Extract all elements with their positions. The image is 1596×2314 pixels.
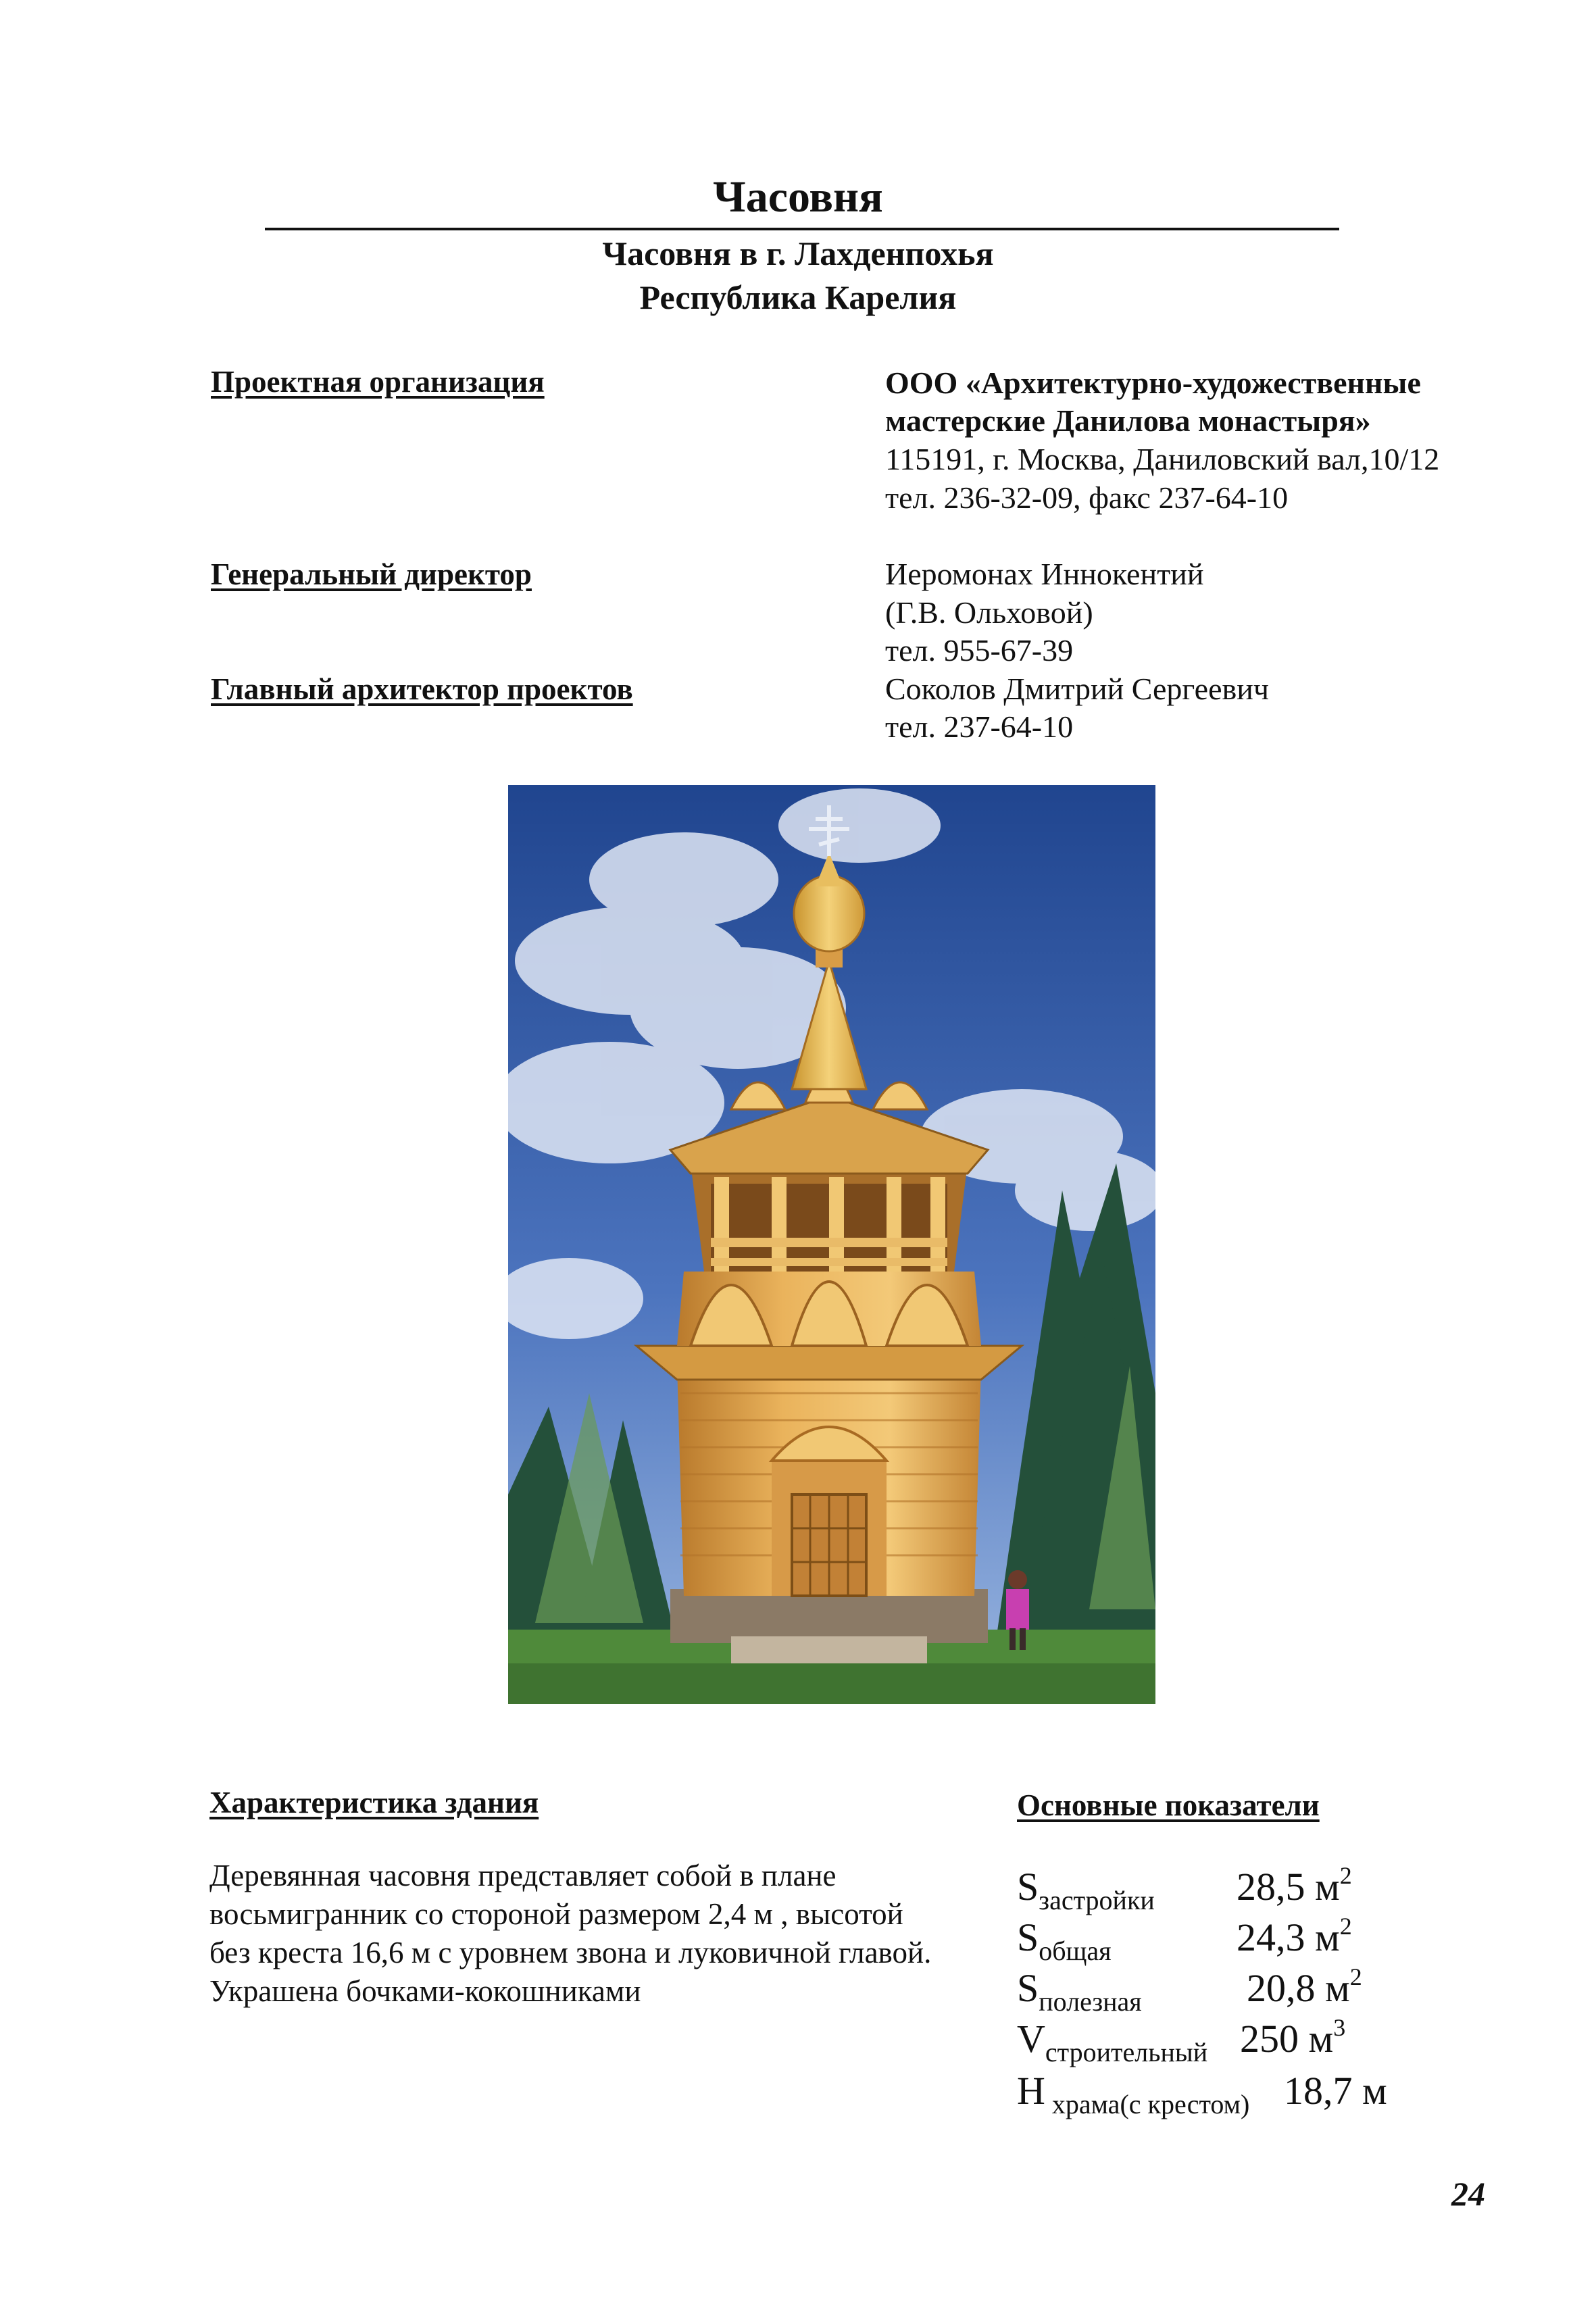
stat-value [1237,1914,1352,1961]
stat-unit-power: 2 [1349,1963,1362,1990]
director-name: Иеромонах Иннокентий [885,557,1204,591]
director-label: Генеральный директор [211,557,532,591]
architect-name: Соколов Дмитрий Сергеевич [885,672,1269,706]
stat-unit-power: 2 [1339,1913,1352,1940]
stat-value-text: 18,7 м [1284,2069,1387,2113]
page-title: Часовня [713,172,883,222]
stat-value [1240,2015,1345,2063]
stat-symbol: S [1017,1865,1039,1909]
page-number: 24 [1451,2175,1485,2213]
stat-value [1247,1965,1362,2012]
stat-subscript: застройки [1039,1885,1155,1915]
title-rule [265,228,1339,230]
stat-value [1237,1863,1352,1911]
stat-symbol: S [1017,1966,1039,2010]
org-phone: тел. 236-32-09, факс 237-64-10 [885,480,1289,515]
stat-subscript: общая [1039,1936,1112,1966]
stat-unit-power: 3 [1333,2014,1346,2041]
stat-symbol: V [1017,2017,1045,2061]
director-name-civil: (Г.В. Ольховой) [885,595,1093,630]
org-name-line2: мастерские Данилова монастыря» [885,403,1371,438]
stat-value-text: 24,3 м [1237,1915,1340,1959]
org-label: Проектная организация [211,365,545,399]
stat-value-text: 28,5 м [1237,1865,1340,1909]
architect-phone: тел. 237-64-10 [885,709,1074,744]
subtitle-region: Республика Карелия [639,278,957,316]
stat-subscript: храма(с крестом) [1045,2089,1250,2119]
stat-subscript: полезная [1039,1986,1142,2017]
stat-value-text: 20,8 м [1247,1966,1350,2010]
stat-value-text: 250 м [1240,2017,1334,2061]
stat-unit-power: 2 [1339,1862,1352,1889]
architect-label: Главный архитектор проектов [211,672,633,706]
director-phone: тел. 955-67-39 [885,633,1074,668]
key-indicators-heading: Основные показатели [1017,1788,1320,1822]
subtitle-location: Часовня в г. Лахденпохья [602,234,994,272]
stat-symbol: H [1017,2069,1045,2113]
org-name-line1: ООО «Архитектурно-художественные [885,366,1421,400]
org-address: 115191, г. Москва, Даниловский вал,10/12 [885,442,1440,476]
stat-symbol: S [1017,1915,1039,1959]
chapel-rendering [508,785,1155,1704]
stat-value [1284,2067,1387,2115]
building-characteristics-heading: Характеристика здания [209,1786,539,1819]
stat-subscript: строительный [1045,2037,1208,2067]
building-description: Деревянная часовня представляет собой в плане восьмигранник со стороной размером 2,4 м , высотой без креста 16,6 м с уровнем звона и луковичной главой. Украшена бочками-кокошниками [209,1859,932,2008]
stat-row [1017,2067,1387,2128]
